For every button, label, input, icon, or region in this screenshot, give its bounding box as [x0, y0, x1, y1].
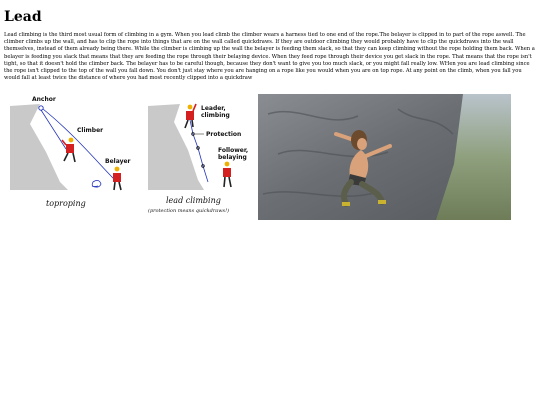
toproping-diagram [4, 94, 142, 216]
anchor-icon [39, 106, 43, 110]
rope-to-climber [41, 110, 66, 149]
page-title: Lead [4, 9, 42, 25]
lead-climbing-subcaption: (protection means quickdraws!) [148, 208, 230, 214]
leader-figure [185, 104, 196, 128]
anchor-label: Anchor [32, 96, 56, 103]
climber-photo [258, 94, 511, 220]
follower-label-line1: Follower, [218, 147, 249, 154]
climbing-wall [148, 104, 204, 190]
climber-figure [62, 138, 75, 162]
follower-label-line2: belaying [218, 154, 247, 161]
belayer-figure [113, 167, 121, 190]
leader-label-line2: climbing [201, 112, 230, 119]
toproping-caption: toproping [46, 199, 86, 208]
lead-climbing-description: Lead climbing is the third most usual form of climbing in a gym. When you lead climb the climber wears a harness tied to one end of the rope.The belayer is clipped in to part of the rope aswell. The climber climbs up the wall, and has to clip the rope into things that are on the wall called quickdraws. If they are outdoor climbing they would probably have to clip the quickdraws into the wall themselves, instead of them already being there. While the climber is climbing up the wall the belayer is feeding them slack, so that they can keep climbing without the rope holding them back. When a belayer is feeding you slack that means that they are feeding the rope through their belaying device. When they feed rope through their device you get slack in the rope. That means that the rope isn't tight, so that it doesn't hold the climber back. The belayer has to be careful though, because they don't want to give you too much slack, or you might fall really low. WHen you are lead climbing since the rope isn't clipped to the top of the wall you fall down. You don't just stay where you are hanging on a rope like you would when you are on top rope. At any point on the climb, when you fall you would fall at least twice the distance of where you had most recently clipped into a quickdraw [4, 32, 535, 82]
lead-climbing-caption: lead climbing [166, 196, 221, 205]
leader-label-line1: Leader, [201, 105, 226, 112]
protection-label: Protection [206, 131, 242, 138]
follower-figure [223, 162, 231, 187]
lead-climbing-diagram [146, 94, 256, 216]
climber-label: Climber [77, 127, 104, 134]
climbing-wall [10, 104, 68, 190]
rope-coil [92, 180, 101, 187]
belayer-label: Belayer [105, 158, 131, 165]
